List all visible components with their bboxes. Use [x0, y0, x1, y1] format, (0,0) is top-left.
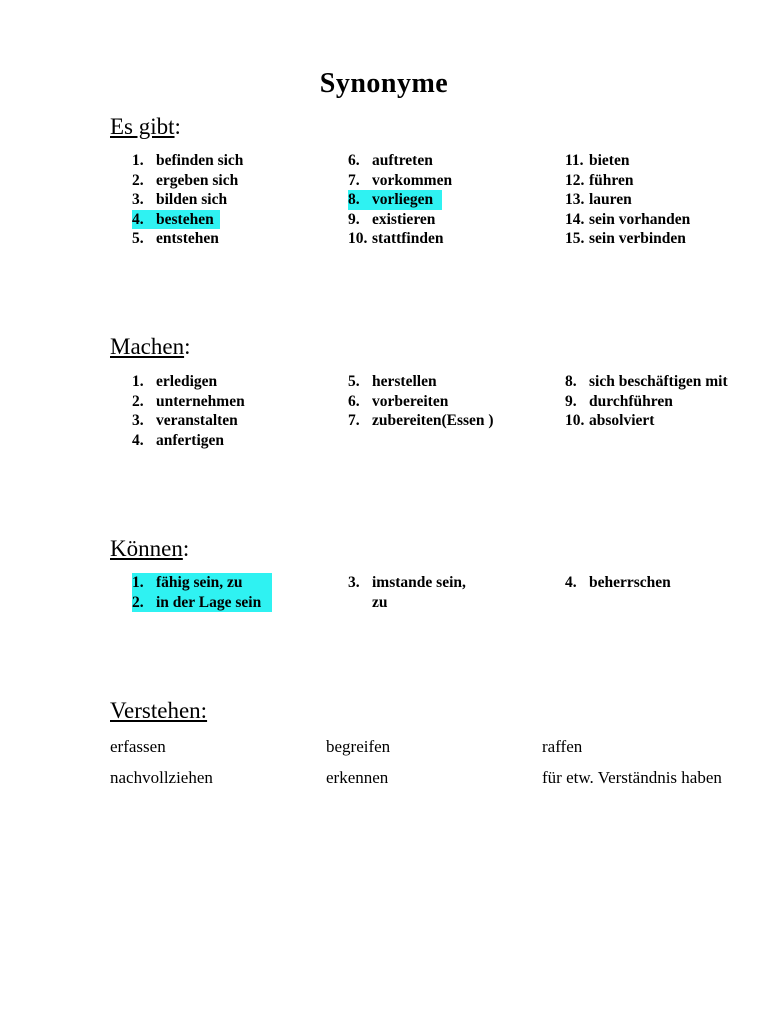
item-number: 9. [565, 392, 577, 410]
item-text: sich beschäftigen mit [589, 373, 728, 390]
item-text: bestehen [156, 210, 214, 228]
list-item [348, 411, 500, 431]
list-item-highlighted [132, 210, 220, 230]
item-number: 4. [132, 210, 144, 228]
item-number: 1. [132, 152, 144, 169]
item-text: durchführen [589, 392, 673, 410]
item-text: fähig sein, zu [156, 574, 243, 591]
list-item [132, 190, 243, 210]
item-number: 3. [132, 191, 144, 208]
item-number: 3. [132, 412, 144, 429]
item-text: anfertigen [156, 431, 225, 449]
list-item [348, 171, 452, 191]
verstehen-word: erfassen [110, 737, 166, 756]
item-text: bieten [589, 152, 630, 169]
list-item [132, 431, 245, 451]
list-item-highlighted [348, 190, 442, 210]
heading-text: Verstehen: [110, 698, 208, 723]
list-item [348, 151, 452, 171]
machen-column-1 [132, 372, 245, 450]
verstehen-word: für etw. Verständnis haben [542, 768, 722, 787]
list-item [565, 372, 739, 392]
list-item [348, 372, 500, 392]
machen-column-3 [565, 372, 739, 431]
verstehen-word: nachvollziehen [110, 768, 213, 787]
heading-colon: : [182, 536, 190, 561]
machen-column-2 [348, 372, 500, 431]
list-item [348, 392, 500, 412]
list-item [565, 229, 690, 249]
es-gibt-column-1 [132, 151, 243, 249]
item-text: vorliegen [372, 191, 434, 208]
es-gibt-column-3 [565, 151, 690, 249]
item-number: 11. [565, 152, 584, 169]
section-heading-verstehen [110, 698, 207, 724]
item-number: 6. [348, 152, 360, 169]
list-item-highlighted [132, 593, 272, 613]
koennen-column-1 [132, 573, 272, 612]
item-text: bilden sich [156, 191, 228, 208]
page-title: Synonyme [319, 68, 449, 99]
list-item-highlighted [132, 573, 272, 593]
item-text: sein verbinden [589, 230, 686, 247]
list-item [565, 573, 671, 593]
heading-text: Können [110, 536, 183, 561]
item-number: 5. [132, 230, 144, 247]
item-text: veranstalten [156, 412, 238, 429]
item-number: 1. [132, 373, 144, 390]
list-item [132, 229, 243, 249]
item-text: herstellen [372, 373, 437, 390]
item-number: 7. [348, 171, 360, 189]
item-text: auftreten [372, 152, 433, 169]
list-item [565, 411, 739, 431]
item-number: 14. [565, 210, 585, 228]
list-item [348, 210, 452, 230]
koennen-column-2 [348, 573, 482, 612]
item-number: 13. [565, 191, 585, 208]
item-number: 4. [565, 574, 577, 591]
list-item [132, 151, 243, 171]
item-text: unternehmen [156, 392, 245, 410]
item-text: ergeben sich [156, 171, 239, 189]
item-number: 8. [565, 373, 577, 390]
item-text: stattfinden [372, 230, 444, 247]
item-text: entstehen [156, 230, 219, 247]
item-number: 10. [565, 412, 585, 429]
item-number: 1. [132, 574, 144, 591]
item-text: zubereiten(Essen ) [372, 412, 494, 429]
koennen-column-3 [565, 573, 671, 593]
list-item [348, 229, 452, 249]
item-text: sein vorhanden [589, 210, 691, 228]
list-item [132, 392, 245, 412]
item-number: 2. [132, 593, 144, 611]
item-text: vorkommen [372, 171, 453, 189]
item-text: existieren [372, 210, 436, 228]
verstehen-word: raffen [542, 737, 583, 756]
verstehen-word: erkennen [326, 768, 389, 787]
item-number: 12. [565, 171, 585, 189]
item-number: 4. [132, 431, 144, 449]
heading-colon: : [174, 114, 181, 139]
section-heading-es-gibt [110, 114, 181, 140]
item-text: imstande sein, zu [372, 574, 466, 611]
item-number: 6. [348, 392, 360, 410]
item-text: befinden sich [156, 152, 244, 169]
item-number: 15. [565, 230, 585, 247]
heading-text: Machen [110, 334, 185, 359]
list-item [565, 171, 690, 191]
item-number: 9. [348, 210, 360, 228]
list-item [132, 171, 243, 191]
item-number: 8. [348, 191, 360, 208]
section-heading-koennen [110, 536, 189, 562]
list-item [132, 411, 245, 431]
item-number: 3. [348, 574, 360, 591]
item-text: führen [589, 171, 634, 189]
heading-colon: : [184, 334, 191, 359]
item-text: beherrschen [589, 574, 671, 591]
item-number: 7. [348, 412, 360, 429]
list-item [565, 392, 739, 412]
list-item [132, 372, 245, 392]
es-gibt-column-2 [348, 151, 452, 249]
item-text: absolviert [589, 412, 655, 429]
item-number: 5. [348, 373, 360, 390]
list-item [348, 573, 482, 612]
item-text: in der Lage sein [156, 593, 262, 611]
item-number: 10. [348, 230, 368, 247]
list-item [565, 190, 690, 210]
item-number: 2. [132, 171, 144, 189]
list-item [565, 210, 690, 230]
item-text: lauren [589, 191, 632, 208]
list-item [565, 151, 690, 171]
item-text: vorbereiten [372, 392, 449, 410]
item-text: erledigen [156, 373, 218, 390]
verstehen-word: begreifen [326, 737, 391, 756]
heading-text: Es gibt [110, 114, 175, 139]
item-number: 2. [132, 392, 144, 410]
section-heading-machen [110, 334, 190, 360]
